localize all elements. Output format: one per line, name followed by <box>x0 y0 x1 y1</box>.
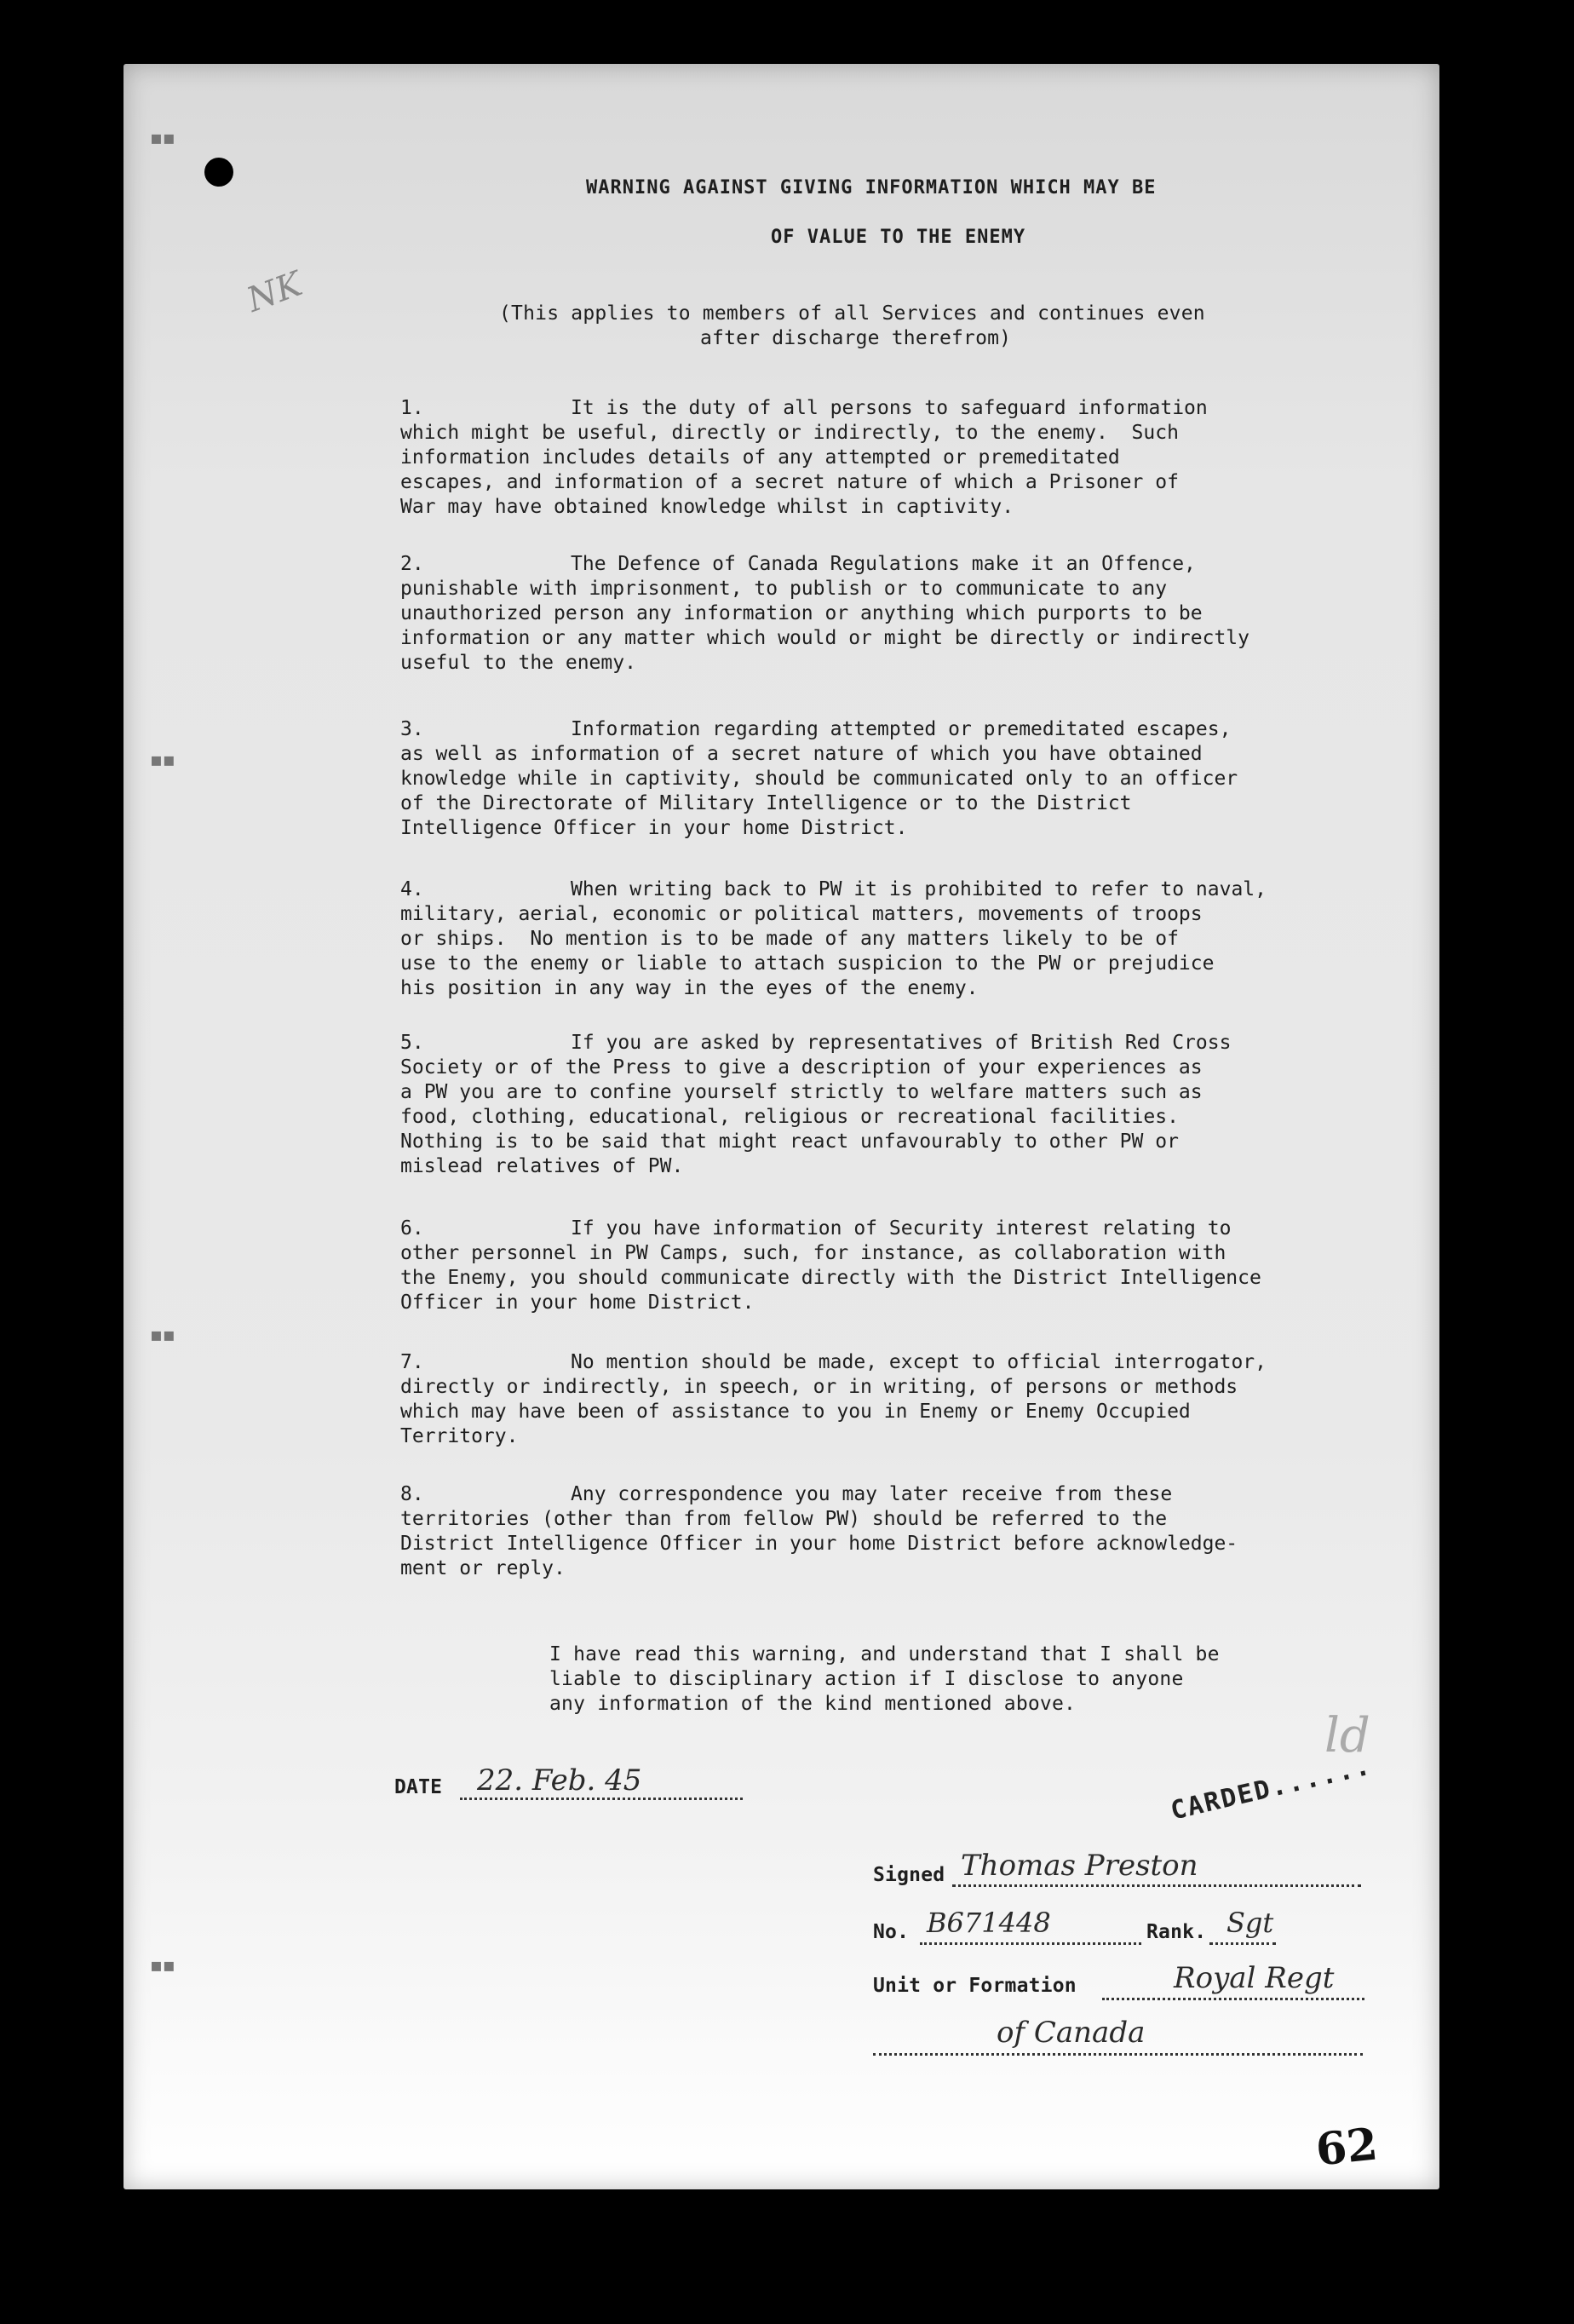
paragraph-number: 8. <box>400 1483 424 1505</box>
paragraph-line: District Intelligence Officer in your home District before acknowledge- <box>400 1533 1238 1555</box>
stamp-initials: ld <box>1324 1708 1370 1763</box>
paragraph-line: Information regarding attempted or premeditated escapes, <box>571 718 1232 740</box>
paragraph <box>400 396 1371 520</box>
punch-hole <box>204 158 233 187</box>
paragraph-line: territories (other than from fellow PW) should be referred to the <box>400 1508 1168 1530</box>
paragraph <box>400 1350 1371 1449</box>
paragraph-line: If you have information of Security interest relating to <box>571 1217 1232 1240</box>
unit-line <box>1102 1998 1364 2000</box>
paragraph-number: 3. <box>400 718 424 740</box>
paragraph-line: unauthorized person any information or anything which purports to be <box>400 602 1203 624</box>
declaration-line: I have read this warning, and understand that I shall be <box>549 1643 1220 1665</box>
rank-label: Rank. <box>1146 1921 1207 1943</box>
paragraph-line: No mention should be made, except to official interrogator, <box>571 1351 1267 1373</box>
doc-subtitle-line2: after discharge therefrom) <box>700 327 1012 349</box>
paragraph-line: which may have been of assistance to you in Enemy or Enemy Occupied <box>400 1401 1191 1423</box>
paragraph-line: directly or indirectly, in speech, or in writing, of persons or methods <box>400 1376 1238 1398</box>
doc-subtitle-line1: (This applies to members of all Services and continues even <box>499 302 1205 325</box>
date-label: DATE <box>394 1776 443 1798</box>
paragraph <box>400 1217 1371 1315</box>
doc-title-line1: WARNING AGAINST GIVING INFORMATION WHICH MAY BE <box>586 177 1157 198</box>
edge-mark: ▪▪ <box>150 1955 175 1976</box>
unit-value-line1: Royal Regt <box>1174 1961 1335 1995</box>
paragraph-line: When writing back to PW it is prohibited to refer to naval, <box>571 878 1267 900</box>
paragraph-line: If you are asked by representatives of British Red Cross <box>571 1032 1232 1054</box>
signed-label: Signed <box>873 1864 945 1886</box>
paragraph-line: knowledge while in captivity, should be communicated only to an officer <box>400 768 1238 790</box>
paragraph-line: of the Directorate of Military Intelligence or to the District <box>400 792 1132 814</box>
date-line <box>460 1798 743 1800</box>
unit-value-line2: of Canada <box>997 2016 1146 2050</box>
paragraph-line: his position in any way in the eyes of the enemy. <box>400 977 979 999</box>
paragraph <box>400 1031 1371 1179</box>
paragraph-line: food, clothing, educational, religious or recreational facilities. <box>400 1106 1179 1128</box>
paragraph-line: a PW you are to confine yourself strictly to welfare matters such as <box>400 1081 1203 1103</box>
unit-label: Unit or Formation <box>873 1975 1077 1997</box>
paragraph-line: mislead relatives of PW. <box>400 1155 684 1177</box>
paragraph-line: which might be useful, directly or indirectly, to the enemy. Such <box>400 422 1179 444</box>
edge-mark: ▪▪ <box>150 750 175 771</box>
margin-initials: NK <box>242 264 307 320</box>
paragraph-line: It is the duty of all persons to safeguard information <box>571 397 1208 419</box>
paragraph-number: 7. <box>400 1351 424 1373</box>
declaration-line: liable to disciplinary action if I disclose to anyone <box>549 1668 1184 1690</box>
paragraph-number: 2. <box>400 553 424 575</box>
unit-line-2 <box>873 2053 1363 2056</box>
service-no-label: No. <box>873 1921 910 1943</box>
paragraph-line: Officer in your home District. <box>400 1291 755 1314</box>
paragraph-line: ment or reply. <box>400 1557 566 1579</box>
paragraph-line: Nothing is to be said that might react unfavourably to other PW or <box>400 1130 1179 1153</box>
paragraph-line: Territory. <box>400 1425 519 1447</box>
declaration-line: any information of the kind mentioned above. <box>549 1693 1077 1715</box>
paragraph <box>400 877 1371 1001</box>
service-no-line <box>920 1942 1141 1945</box>
paragraph-line: War may have obtained knowledge whilst in captivity. <box>400 496 1014 518</box>
paragraph-number: 5. <box>400 1032 424 1054</box>
paragraph-line: escapes, and information of a secret nature of which a Prisoner of <box>400 471 1179 493</box>
paragraph-line: the Enemy, you should communicate directly with the District Intelligence <box>400 1267 1261 1289</box>
paragraph-line: military, aerial, economic or political matters, movements of troops <box>400 903 1203 925</box>
paragraph-line: use to the enemy or liable to attach suspicion to the PW or prejudice <box>400 952 1215 975</box>
doc-title-line2: OF VALUE TO THE ENEMY <box>771 227 1026 248</box>
paragraph-line: as well as information of a secret nature of which you have obtained <box>400 743 1203 765</box>
carded-stamp: CARDED...... <box>1168 1751 1375 1826</box>
paragraph-line: Society or of the Press to give a description of your experiences as <box>400 1056 1203 1079</box>
signature: Thomas Preston <box>961 1849 1198 1883</box>
paragraph-line: information or any matter which would or might be directly or indirectly <box>400 627 1249 649</box>
edge-mark: ▪▪ <box>150 1325 175 1346</box>
paragraph-line: Intelligence Officer in your home District. <box>400 817 908 839</box>
edge-mark: ▪▪ <box>150 128 175 149</box>
rank-line <box>1209 1942 1276 1945</box>
date-value: 22. Feb. 45 <box>477 1763 642 1798</box>
service-no-value: B671448 <box>927 1907 1051 1939</box>
paragraph-number: 1. <box>400 397 424 419</box>
paragraph-number: 6. <box>400 1217 424 1240</box>
page-number: 62 <box>1313 2118 1381 2177</box>
paragraph <box>400 717 1371 841</box>
paragraph <box>400 552 1371 676</box>
paragraph-line: other personnel in PW Camps, such, for instance, as collaboration with <box>400 1242 1226 1264</box>
paragraph-line: Any correspondence you may later receive from these <box>571 1483 1173 1505</box>
paragraph-line: punishable with imprisonment, to publish or to communicate to any <box>400 578 1168 600</box>
rank-value: Sgt <box>1226 1907 1274 1939</box>
paragraph-number: 4. <box>400 878 424 900</box>
paragraph-line: or ships. No mention is to be made of any matters likely to be of <box>400 928 1179 950</box>
paragraph-line: The Defence of Canada Regulations make it an Offence, <box>571 553 1196 575</box>
paragraph <box>400 1482 1371 1581</box>
signed-line <box>952 1884 1361 1887</box>
paragraph-line: information includes details of any attempted or premeditated <box>400 446 1120 469</box>
paragraph-line: useful to the enemy. <box>400 652 636 674</box>
